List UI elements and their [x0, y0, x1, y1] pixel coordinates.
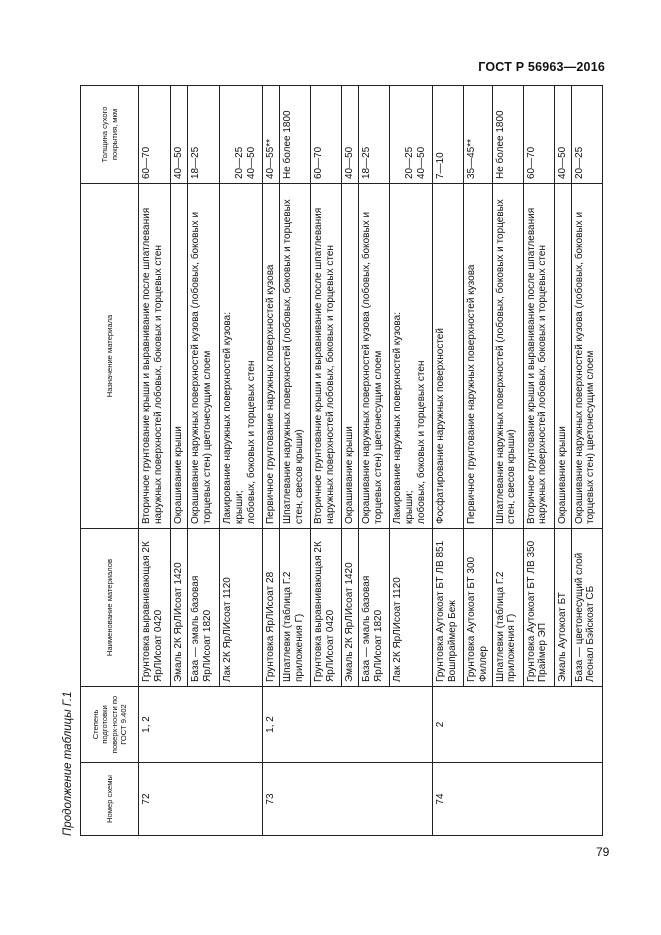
- cell-thickness: 35—45**: [464, 86, 493, 184]
- cell-scheme: 74: [433, 763, 464, 836]
- cell-degree: [311, 687, 342, 763]
- cell-material: Эмаль Аутокоат БТ: [554, 529, 571, 687]
- table-row: [171, 86, 188, 836]
- cell-degree: [492, 687, 523, 763]
- cell-thickness: 18—25: [188, 86, 220, 184]
- coating-schemes-table: [80, 85, 603, 836]
- cell-scheme: [554, 763, 571, 836]
- header-thickness: Толщина сухого покрытия, мкм: [81, 86, 139, 184]
- cell-degree: [359, 687, 390, 763]
- cell-scheme: [464, 763, 493, 836]
- cell-material: База — цветонесущий слой Леонал Бэйскоат СБ: [571, 529, 602, 687]
- table-body: [139, 86, 603, 836]
- cell-degree: [280, 687, 311, 763]
- cell-scheme: 73: [263, 763, 280, 836]
- cell-thickness: 60—70: [139, 86, 171, 184]
- cell-scheme: [311, 763, 342, 836]
- cell-material: Грунтовка выравнивающая 2К ЯрЛИсоат 0420: [139, 529, 171, 687]
- cell-purpose: Окрашивание крыши: [171, 184, 188, 529]
- header-degree: Степень подготовки поверх-ности по ГОСТ 9.402: [81, 687, 139, 763]
- cell-purpose: Вторичное грунтование крыши и выравнивание после шпатлевания наружных поверхностей лобовых, боковых и торцевых стен: [311, 184, 342, 529]
- cell-purpose: Окрашивание наружных поверхностей кузова (лобовых, боковых и торцевых стен) цветонесущим слоем: [571, 184, 602, 529]
- cell-material: Грунтовка Аутокоат БТ 300 Филлер: [464, 529, 493, 687]
- cell-degree: 2: [433, 687, 464, 763]
- cell-purpose: Первичное грунтование наружных поверхностей кузова: [464, 184, 493, 529]
- table-row: [390, 86, 433, 836]
- cell-thickness: 20—25 40—50: [390, 86, 433, 184]
- cell-scheme: [220, 763, 263, 836]
- cell-degree: [390, 687, 433, 763]
- cell-degree: 1, 2: [139, 687, 171, 763]
- cell-thickness: 18—25: [359, 86, 390, 184]
- cell-thickness: 40—50: [171, 86, 188, 184]
- table-row: [342, 86, 359, 836]
- cell-material: Грунтовка Аутокоат БТ ЛВ 851 Вошпраймер Беж: [433, 529, 464, 687]
- cell-purpose: Окрашивание крыши: [342, 184, 359, 529]
- cell-degree: [464, 687, 493, 763]
- cell-material: Эмаль 2К ЯрЛИсоат 1420: [342, 529, 359, 687]
- table-row: [263, 86, 280, 836]
- cell-scheme: [171, 763, 188, 836]
- header-purpose: Назначение материала: [81, 184, 139, 529]
- cell-thickness: Не более 1800: [492, 86, 523, 184]
- cell-thickness: 40—55**: [263, 86, 280, 184]
- cell-purpose: Шпатлевание наружных поверхностей (лобовых, боковых и торцевых стен, свесов крыши): [492, 184, 523, 529]
- cell-purpose: Лакирование наружных поверхностей кузова: крыши; лобовых, боковых и торцевых стен: [220, 184, 263, 529]
- cell-degree: 1, 2: [263, 687, 280, 763]
- cell-degree: [342, 687, 359, 763]
- table-row: [433, 86, 464, 836]
- table-row: [280, 86, 311, 836]
- cell-material: Шпатлевки (таблица Г.2 приложения Г): [492, 529, 523, 687]
- table-row: [188, 86, 220, 836]
- cell-degree: [188, 687, 220, 763]
- cell-scheme: [188, 763, 220, 836]
- document-code: ГОСТ Р 56963—2016: [478, 60, 605, 74]
- cell-purpose: Окрашивание крыши: [554, 184, 571, 529]
- cell-purpose: Вторичное грунтование крыши и выравнивание после шпатлевания наружных поверхностей лобовых, боковых и торцевых стен: [523, 184, 554, 529]
- cell-thickness: 7—10: [433, 86, 464, 184]
- cell-thickness: 40—50: [554, 86, 571, 184]
- table-row: [139, 86, 171, 836]
- header-material: Наименование материалов: [81, 529, 139, 687]
- cell-material: Грунтовка выравнивающая 2К ЯрЛИсоат 0420: [311, 529, 342, 687]
- cell-degree: [220, 687, 263, 763]
- cell-material: Лак 2К ЯрЛИсоат 1120: [390, 529, 433, 687]
- header-scheme: Номер схемы: [81, 763, 139, 836]
- cell-scheme: [523, 763, 554, 836]
- table-row: [359, 86, 390, 836]
- cell-thickness: Не более 1800: [280, 86, 311, 184]
- cell-purpose: Шпатлевание наружных поверхностей (лобовых, боковых и торцевых стен, свесов крыши): [280, 184, 311, 529]
- cell-scheme: 72: [139, 763, 171, 836]
- table-row: [492, 86, 523, 836]
- table-row: [311, 86, 342, 836]
- cell-scheme: [571, 763, 602, 836]
- cell-material: Лак 2К ЯрЛИсоат 1120: [220, 529, 263, 687]
- cell-scheme: [492, 763, 523, 836]
- cell-scheme: [280, 763, 311, 836]
- table-row: [523, 86, 554, 836]
- table-row: [464, 86, 493, 836]
- cell-material: Шпатлевки (таблица Г.2 приложения Г): [280, 529, 311, 687]
- table-row: [554, 86, 571, 836]
- cell-thickness: 40—50: [342, 86, 359, 184]
- continuation-label: Продолжение таблицы Г.1: [62, 691, 74, 836]
- cell-purpose: Первичное грунтование наружных поверхностей кузова: [263, 184, 280, 529]
- cell-material: База — эмаль базовая ЯрЛИсоат 1820: [188, 529, 220, 687]
- cell-thickness: 20—25 40—50: [220, 86, 263, 184]
- cell-material: Грунтовка ЯрЛИсоат 28: [263, 529, 280, 687]
- cell-thickness: 60—70: [523, 86, 554, 184]
- cell-degree: [523, 687, 554, 763]
- cell-material: База — эмаль базовая ЯрЛИсоат 1820: [359, 529, 390, 687]
- cell-thickness: 60—70: [311, 86, 342, 184]
- cell-scheme: [390, 763, 433, 836]
- rotated-table-block: [62, 86, 602, 836]
- table-header-row: [81, 86, 139, 836]
- cell-material: Грунтовка Аутокоат БТ ЛВ 350 Праймер ЭП: [523, 529, 554, 687]
- cell-degree: [571, 687, 602, 763]
- cell-degree: [554, 687, 571, 763]
- cell-scheme: [359, 763, 390, 836]
- cell-scheme: [342, 763, 359, 836]
- cell-purpose: Окрашивание наружных поверхностей кузова (лобовых, боковых и торцевых стен) цветонесущим слоем: [188, 184, 220, 529]
- cell-material: Эмаль 2К ЯрЛИсоат 1420: [171, 529, 188, 687]
- cell-purpose: Фосфатирование наружных поверхностей: [433, 184, 464, 529]
- table-row: [571, 86, 602, 836]
- page-number: 79: [596, 845, 610, 859]
- cell-purpose: Окрашивание наружных поверхностей кузова (лобовых, боковых и торцевых стен) цветонесущим слоем: [359, 184, 390, 529]
- cell-degree: [171, 687, 188, 763]
- cell-thickness: 20—25: [571, 86, 602, 184]
- cell-purpose: Лакирование наружных поверхностей кузова: крыши; лобовых, боковых и торцевых стен: [390, 184, 433, 529]
- table-row: [220, 86, 263, 836]
- cell-purpose: Вторичное грунтование крыши и выравнивание после шпатлевания наружных поверхностей лобовых, боковых и торцевых стен: [139, 184, 171, 529]
